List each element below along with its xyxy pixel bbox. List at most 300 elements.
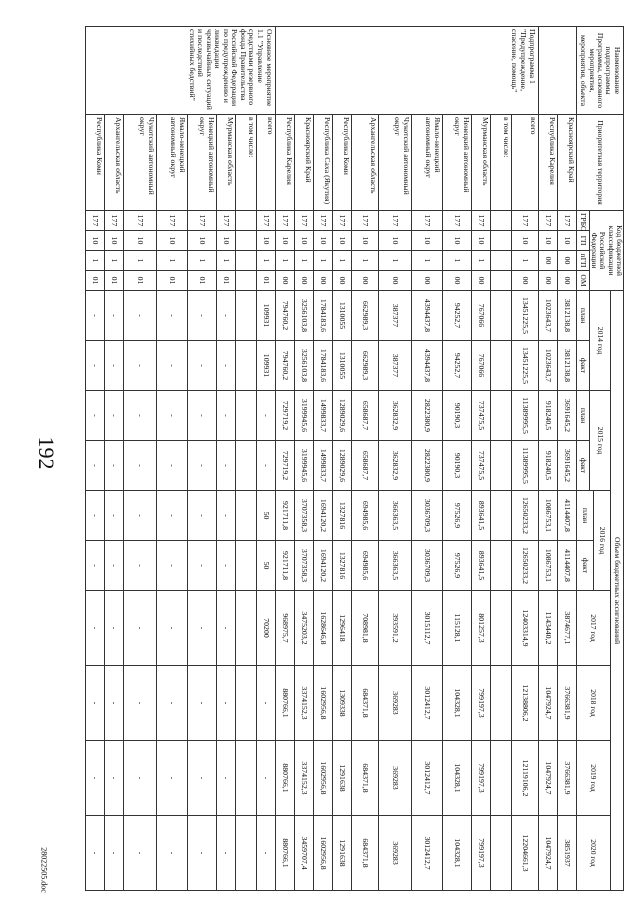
cell-f2015: - <box>104 441 123 491</box>
cell-f2015: 737475,5 <box>471 441 490 491</box>
header-year-2020: 2020 год <box>576 816 610 891</box>
header-year-2015: 2015 год <box>589 391 610 491</box>
cell-p2015: - <box>216 391 235 441</box>
cell-y2020: - <box>104 816 123 891</box>
cell-om: 00 <box>275 271 294 291</box>
cell-p2015: 1289029,6 <box>332 391 351 441</box>
table-row <box>187 27 216 891</box>
cell-y2018: - <box>156 666 187 741</box>
cell-f2016: - <box>123 541 156 591</box>
cell-p2014: 794760,2 <box>275 291 294 341</box>
cell-f2014: 1023643,7 <box>538 341 557 391</box>
cell-p2014: 4394437,8 <box>411 291 442 341</box>
cell-p2015: 3691645,2 <box>557 391 576 441</box>
cell-y2019: 369283 <box>378 741 411 816</box>
cell-y2017: 1296418 <box>332 591 351 666</box>
cell-y2018: 684371,8 <box>351 666 378 741</box>
cell-y2019: - <box>187 741 216 816</box>
cell-y2020: 684371,8 <box>351 816 378 891</box>
header-year-2014: 2014 год <box>589 291 610 391</box>
table-row <box>313 27 332 891</box>
cell-p2016: 12650233,2 <box>511 491 538 541</box>
cell-grbs: 177 <box>156 211 187 231</box>
cell-f2014: 4394437,8 <box>411 341 442 391</box>
cell-p2014: 3256103,8 <box>294 291 313 341</box>
cell-p2016: 4114407,8 <box>557 491 576 541</box>
cell-grbs: 177 <box>557 211 576 231</box>
cell-y2019: 880766,1 <box>275 741 294 816</box>
cell-y2018: 12138806,2 <box>511 666 538 741</box>
cell-y2019: 12119106,2 <box>511 741 538 816</box>
table-row <box>557 27 576 891</box>
cell-f2015: - <box>156 441 187 491</box>
cell-f2014: 109931 <box>256 341 275 391</box>
cell-f2016: 4114407,8 <box>557 541 576 591</box>
cell-territory: Чукотский автономный округ <box>123 115 156 211</box>
table-row <box>490 27 511 891</box>
cell-f2014: - <box>85 341 104 391</box>
cell-gp: 10 <box>187 231 216 251</box>
header-2016-fact: факт <box>576 541 593 591</box>
cell-y2018 <box>235 666 256 741</box>
cell-f2016: - <box>156 541 187 591</box>
cell-f2014 <box>235 341 256 391</box>
cell-p2015 <box>235 391 256 441</box>
cell-y2020: 880766,1 <box>275 816 294 891</box>
cell-p2016: 921711,8 <box>275 491 294 541</box>
cell-y2018: 1047924,7 <box>538 666 557 741</box>
budget-table-frame <box>34 26 624 890</box>
cell-y2019 <box>235 741 256 816</box>
cell-grbs <box>235 211 256 231</box>
cell-y2020: - <box>216 816 235 891</box>
header-2015-plan: план <box>576 391 589 441</box>
cell-gp <box>235 231 256 251</box>
cell-p2016: - <box>123 491 156 541</box>
cell-p2016: - <box>156 491 187 541</box>
cell-pgp: 1 <box>85 251 104 271</box>
cell-f2016: 12650233,2 <box>511 541 538 591</box>
cell-pgp: 1 <box>294 251 313 271</box>
table-body <box>85 27 576 891</box>
cell-f2016: 97526,9 <box>442 541 471 591</box>
cell-y2017: - <box>187 591 216 666</box>
table-row <box>511 27 538 891</box>
cell-y2018: 799197,3 <box>471 666 490 741</box>
cell-f2016 <box>235 541 256 591</box>
page-number: 192 <box>34 436 59 470</box>
cell-y2019: 799197,3 <box>471 741 490 816</box>
cell-pgp: 1 <box>104 251 123 271</box>
cell-p2014: 1310055 <box>332 291 351 341</box>
cell-pgp: 1 <box>313 251 332 271</box>
cell-territory: всего <box>256 115 275 211</box>
table-row <box>294 27 313 891</box>
cell-f2014: 3256103,8 <box>294 341 313 391</box>
cell-y2020: 3851937 <box>557 816 576 891</box>
cell-y2017: 3015112,7 <box>411 591 442 666</box>
cell-pgp: 1 <box>256 251 275 271</box>
cell-p2016: 3707358,3 <box>294 491 313 541</box>
table-row <box>235 27 256 891</box>
cell-f2014: - <box>104 341 123 391</box>
cell-p2014: - <box>85 291 104 341</box>
table-row <box>411 27 442 891</box>
cell-f2015 <box>490 441 511 491</box>
cell-p2016 <box>490 491 511 541</box>
cell-y2017 <box>235 591 256 666</box>
cell-p2014: 13451225,5 <box>511 291 538 341</box>
cell-f2015: - <box>123 441 156 491</box>
cell-om: 00 <box>411 271 442 291</box>
cell-f2015: 3691645,2 <box>557 441 576 491</box>
cell-territory: Республика Карелия <box>275 115 294 211</box>
cell-p2015: - <box>187 391 216 441</box>
cell-territory: Республика Коми <box>85 115 104 211</box>
cell-f2014: 94252,7 <box>442 341 471 391</box>
cell-p2014: - <box>104 291 123 341</box>
cell-y2017: 12403314,9 <box>511 591 538 666</box>
cell-y2019: - <box>85 741 104 816</box>
cell-gp <box>490 231 511 251</box>
cell-grbs: 177 <box>294 211 313 231</box>
cell-gp: 10 <box>313 231 332 251</box>
cell-pgp: 1 <box>442 251 471 271</box>
cell-gp: 10 <box>557 231 576 251</box>
cell-y2020: - <box>256 816 275 891</box>
cell-p2016: 97526,9 <box>442 491 471 541</box>
cell-y2018: 1602956,8 <box>313 666 332 741</box>
cell-f2016: - <box>187 541 216 591</box>
cell-p2015: - <box>104 391 123 441</box>
cell-f2015: 918240,5 <box>538 441 557 491</box>
cell-f2014: 3812138,8 <box>557 341 576 391</box>
cell-p2014: 387377 <box>378 291 411 341</box>
table-header <box>576 27 623 891</box>
cell-om: 01 <box>123 271 156 291</box>
cell-y2017: 1143440,2 <box>538 591 557 666</box>
cell-f2015: - <box>187 441 216 491</box>
cell-om <box>235 271 256 291</box>
cell-gp: 10 <box>378 231 411 251</box>
cell-y2018: - <box>187 666 216 741</box>
cell-y2020: 12204661,3 <box>511 816 538 891</box>
cell-pgp: 1 <box>123 251 156 271</box>
table-row <box>538 27 557 891</box>
cell-territory: всего <box>511 115 538 211</box>
cell-p2015: 11389995,5 <box>511 391 538 441</box>
cell-territory: Архангельская область <box>104 115 123 211</box>
cell-gp: 10 <box>471 231 490 251</box>
cell-gp: 10 <box>275 231 294 251</box>
table-row <box>216 27 235 891</box>
cell-p2015: 918240,5 <box>538 391 557 441</box>
cell-f2015: 2822380,9 <box>411 441 442 491</box>
cell-f2016: 1694120,2 <box>313 541 332 591</box>
cell-pgp: 1 <box>351 251 378 271</box>
cell-pgp: 1 <box>411 251 442 271</box>
cell-p2015: 90190,3 <box>442 391 471 441</box>
cell-grbs: 177 <box>275 211 294 231</box>
cell-y2020 <box>235 816 256 891</box>
cell-y2017: - <box>104 591 123 666</box>
cell-territory: Мурманская область <box>216 115 235 211</box>
cell-y2018: 3766381,9 <box>557 666 576 741</box>
cell-gp: 10 <box>294 231 313 251</box>
cell-y2020: - <box>187 816 216 891</box>
header-year-2018: 2018 год <box>576 666 610 741</box>
cell-f2014: - <box>123 341 156 391</box>
cell-territory: Ненецкий автономный округ <box>187 115 216 211</box>
cell-y2017 <box>490 591 511 666</box>
cell-grbs: 177 <box>187 211 216 231</box>
cell-p2016: 1694120,2 <box>313 491 332 541</box>
cell-f2016: 3707358,3 <box>294 541 313 591</box>
cell-f2014: 387377 <box>378 341 411 391</box>
cell-p2014: - <box>156 291 187 341</box>
cell-om: 00 <box>442 271 471 291</box>
cell-p2016: 893641,5 <box>471 491 490 541</box>
cell-gp: 10 <box>538 231 557 251</box>
cell-grbs: 177 <box>123 211 156 231</box>
table-row <box>378 27 411 891</box>
cell-y2017: - <box>123 591 156 666</box>
cell-y2018: - <box>216 666 235 741</box>
cell-p2015: - <box>85 391 104 441</box>
cell-y2018: 3012412,7 <box>411 666 442 741</box>
cell-grbs: 177 <box>538 211 557 231</box>
cell-y2018: - <box>123 666 156 741</box>
cell-p2014 <box>490 291 511 341</box>
cell-p2014: - <box>123 291 156 341</box>
cell-grbs: 177 <box>332 211 351 231</box>
cell-f2015: - <box>256 441 275 491</box>
cell-f2016: 3036709,3 <box>411 541 442 591</box>
cell-p2014: 109931 <box>256 291 275 341</box>
header-year-2017: 2017 год <box>576 591 610 666</box>
cell-y2017: - <box>85 591 104 666</box>
cell-pgp: 1 <box>378 251 411 271</box>
cell-om: 01 <box>104 271 123 291</box>
table-row <box>85 27 104 891</box>
cell-f2016: - <box>85 541 104 591</box>
header-2015-fact: факт <box>576 441 589 491</box>
cell-f2015: 658687,7 <box>351 441 378 491</box>
cell-p2016: 50 <box>256 491 275 541</box>
cell-f2015: - <box>85 441 104 491</box>
cell-grbs: 177 <box>511 211 538 231</box>
cell-pgp: 00 <box>538 251 557 271</box>
cell-pgp: 1 <box>187 251 216 271</box>
group-name-cell: Основное мероприятие 1.1 "Управление средствами резервного фонда Правительства Российской Федерации по предупреждению и ликвидации чрезвычайных ситуаций и последствий стихийных бедствий" <box>85 27 275 115</box>
cell-p2016: 1086753,1 <box>538 491 557 541</box>
cell-gp: 10 <box>411 231 442 251</box>
cell-f2014: 767066 <box>471 341 490 391</box>
cell-p2015: 1499833,7 <box>313 391 332 441</box>
cell-grbs: 177 <box>351 211 378 231</box>
cell-grbs: 177 <box>216 211 235 231</box>
cell-om: 00 <box>538 271 557 291</box>
cell-grbs: 177 <box>442 211 471 231</box>
cell-grbs: 177 <box>411 211 442 231</box>
cell-y2017: 801257,3 <box>471 591 490 666</box>
cell-y2019 <box>490 741 511 816</box>
header-pgp: пГП <box>576 251 589 271</box>
cell-grbs: 177 <box>104 211 123 231</box>
cell-om: 00 <box>332 271 351 291</box>
cell-grbs: 177 <box>313 211 332 231</box>
cell-f2015: 3199945,6 <box>294 441 313 491</box>
cell-p2014 <box>235 291 256 341</box>
cell-p2016 <box>235 491 256 541</box>
cell-p2015: 729719,2 <box>275 391 294 441</box>
cell-gp: 10 <box>256 231 275 251</box>
cell-pgp: 1 <box>511 251 538 271</box>
cell-y2019: 104328,1 <box>442 741 471 816</box>
cell-p2014: 767066 <box>471 291 490 341</box>
cell-y2018: - <box>256 666 275 741</box>
cell-p2015: - <box>256 391 275 441</box>
cell-territory: Ненецкий автономный округ <box>442 115 471 211</box>
cell-p2015: 3199945,6 <box>294 391 313 441</box>
cell-y2017: 708981,8 <box>351 591 378 666</box>
header-grbs: ГРБС <box>576 211 589 231</box>
table-row <box>351 27 378 891</box>
table-row <box>332 27 351 891</box>
header-name: Наименование подпрограммы Программы, основного мероприятия, мероприятия, объекта <box>576 27 623 115</box>
cell-om: 00 <box>511 271 538 291</box>
cell-y2019: - <box>156 741 187 816</box>
cell-y2019: 3374152,3 <box>294 741 313 816</box>
cell-om <box>490 271 511 291</box>
cell-y2020: 3012412,7 <box>411 816 442 891</box>
cell-om: 01 <box>156 271 187 291</box>
cell-p2014: - <box>187 291 216 341</box>
cell-y2017: - <box>156 591 187 666</box>
cell-p2016: 366363,5 <box>378 491 411 541</box>
cell-grbs <box>490 211 511 231</box>
cell-territory: Республика Карелия <box>538 115 557 211</box>
cell-p2014: 3812138,8 <box>557 291 576 341</box>
cell-y2018: 104328,1 <box>442 666 471 741</box>
cell-y2018: 1309338 <box>332 666 351 741</box>
cell-territory: Красноярский Край <box>294 115 313 211</box>
cell-p2014: 1784183,6 <box>313 291 332 341</box>
cell-y2020: 799197,3 <box>471 816 490 891</box>
cell-f2014: - <box>156 341 187 391</box>
header-gp: ГП <box>576 231 589 251</box>
cell-grbs: 177 <box>256 211 275 231</box>
cell-gp: 10 <box>216 231 235 251</box>
cell-y2017: 3475203,2 <box>294 591 313 666</box>
cell-gp: 10 <box>442 231 471 251</box>
cell-territory: Ямало-ненецкий автономный округ <box>411 115 442 211</box>
cell-pgp: 1 <box>471 251 490 271</box>
cell-y2018: 880766,1 <box>275 666 294 741</box>
cell-f2016: - <box>216 541 235 591</box>
cell-p2014: 1023643,7 <box>538 291 557 341</box>
cell-pgp: 00 <box>557 251 576 271</box>
table-row <box>275 27 294 891</box>
cell-y2020: 1602956,8 <box>313 816 332 891</box>
cell-f2016: 1086753,1 <box>538 541 557 591</box>
table-row <box>156 27 187 891</box>
cell-pgp <box>235 251 256 271</box>
group-name-cell <box>538 27 576 115</box>
cell-territory: Республика Коми <box>332 115 351 211</box>
cell-y2018: 3374152,3 <box>294 666 313 741</box>
cell-f2014: 794760,2 <box>275 341 294 391</box>
cell-y2018 <box>490 666 511 741</box>
cell-gp: 10 <box>104 231 123 251</box>
cell-f2014: - <box>187 341 216 391</box>
cell-y2019: 1291638 <box>332 741 351 816</box>
cell-f2016: 1327816 <box>332 541 351 591</box>
cell-territory: Красноярский Край <box>557 115 576 211</box>
cell-y2020: 104328,1 <box>442 816 471 891</box>
cell-territory: Мурманская область <box>471 115 490 211</box>
cell-y2020: - <box>85 816 104 891</box>
cell-f2016: 921711,8 <box>275 541 294 591</box>
cell-y2019: - <box>256 741 275 816</box>
cell-y2019: - <box>123 741 156 816</box>
cell-y2017: - <box>216 591 235 666</box>
cell-f2014: 13451225,5 <box>511 341 538 391</box>
header-volume: Объем бюджетных ассигнований <box>611 291 624 891</box>
cell-y2020 <box>490 816 511 891</box>
cell-om: 00 <box>471 271 490 291</box>
cell-f2015: 11389995,5 <box>511 441 538 491</box>
cell-y2017: 3874677,1 <box>557 591 576 666</box>
cell-y2018: - <box>104 666 123 741</box>
cell-p2016: - <box>187 491 216 541</box>
table-row <box>256 27 275 891</box>
cell-f2016: 694985,6 <box>351 541 378 591</box>
cell-y2019: - <box>216 741 235 816</box>
cell-y2019: 3766381,9 <box>557 741 576 816</box>
header-2014-plan: план <box>576 291 589 341</box>
cell-p2016: 3036709,3 <box>411 491 442 541</box>
header-budget-code: Код бюджетной классификации Российской Федерации <box>589 211 623 291</box>
cell-grbs: 177 <box>378 211 411 231</box>
cell-f2014: 662989,3 <box>351 341 378 391</box>
cell-f2015: - <box>216 441 235 491</box>
cell-y2019: 1602956,8 <box>313 741 332 816</box>
cell-pgp: 1 <box>275 251 294 271</box>
cell-y2020: - <box>156 816 187 891</box>
header-om: ОМ <box>576 271 589 291</box>
cell-p2014: 94252,7 <box>442 291 471 341</box>
cell-pgp <box>490 251 511 271</box>
cell-p2016: - <box>216 491 235 541</box>
cell-f2016: 50 <box>256 541 275 591</box>
cell-territory: Чукотский автономный округ <box>378 115 411 211</box>
header-2014-fact: факт <box>576 341 589 391</box>
cell-f2014: 1310055 <box>332 341 351 391</box>
cell-territory: Ямало-ненецкий автономный округ <box>156 115 187 211</box>
cell-grbs: 177 <box>85 211 104 231</box>
cell-y2018: 369283 <box>378 666 411 741</box>
table-row <box>471 27 490 891</box>
cell-y2017: 1628646,8 <box>313 591 332 666</box>
cell-f2015: 362832,9 <box>378 441 411 491</box>
cell-f2014 <box>490 341 511 391</box>
cell-y2019: 1047924,7 <box>538 741 557 816</box>
cell-p2015 <box>490 391 511 441</box>
cell-f2016: - <box>104 541 123 591</box>
cell-pgp: 1 <box>156 251 187 271</box>
cell-f2014: 1784183,6 <box>313 341 332 391</box>
